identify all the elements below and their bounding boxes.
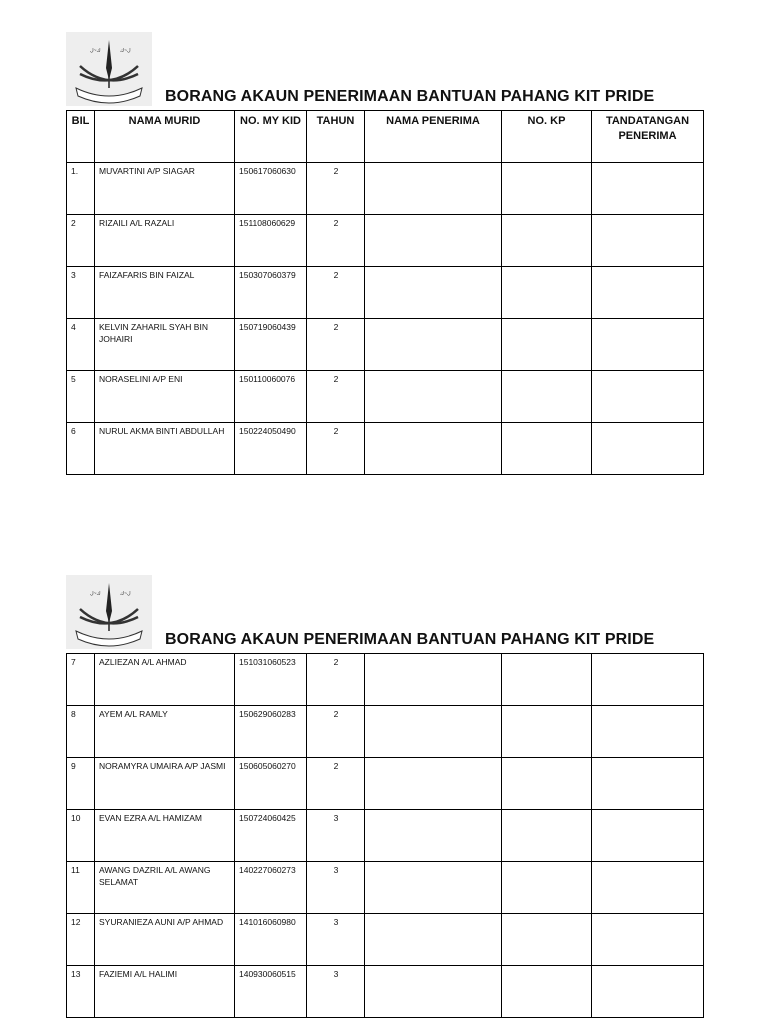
form-title: BORANG AKAUN PENERIMAAN BANTUAN PAHANG KIT PRIDE: [165, 631, 655, 648]
table-row: [67, 654, 704, 706]
cell-no-kp[interactable]: [502, 267, 592, 319]
cell-tandatangan[interactable]: [592, 810, 704, 862]
cell-nama-murid: KELVIN ZAHARIL SYAH BIN JOHAIRI: [95, 319, 235, 371]
cell-nama-penerima[interactable]: [365, 371, 502, 423]
cell-tandatangan[interactable]: [592, 862, 704, 914]
cell-no-mykid: 150605060270: [235, 758, 307, 810]
table-row: [67, 371, 704, 423]
cell-bil: 3: [67, 267, 95, 319]
cell-no-mykid: 150307060379: [235, 267, 307, 319]
cell-nama-penerima[interactable]: [365, 423, 502, 475]
table-header-row: [67, 111, 704, 163]
cell-nama-murid: AWANG DAZRIL A/L AWANG SELAMAT: [95, 862, 235, 914]
cell-tandatangan[interactable]: [592, 371, 704, 423]
cell-bil: 9: [67, 758, 95, 810]
cell-nama-penerima[interactable]: [365, 810, 502, 862]
recipients-table: [66, 110, 704, 475]
cell-tahun: 3: [307, 914, 365, 966]
recipients-table: [66, 653, 704, 1018]
table-row: [67, 862, 704, 914]
table-row: [67, 810, 704, 862]
cell-tandatangan[interactable]: [592, 758, 704, 810]
cell-tahun: 3: [307, 810, 365, 862]
cell-tandatangan[interactable]: [592, 319, 704, 371]
cell-nama-murid: FAZIEMI A/L HALIMI: [95, 966, 235, 1018]
cell-no-kp[interactable]: [502, 810, 592, 862]
cell-bil: 1.: [67, 163, 95, 215]
form-title: BORANG AKAUN PENERIMAAN BANTUAN PAHANG KIT PRIDE: [165, 88, 655, 105]
cell-bil: 6: [67, 423, 95, 475]
cell-tahun: 2: [307, 267, 365, 319]
cell-nama-penerima[interactable]: [365, 163, 502, 215]
cell-nama-murid: NORAMYRA UMAIRA A/P JASMI: [95, 758, 235, 810]
cell-nama-murid: NORASELINI A/P ENI: [95, 371, 235, 423]
cell-no-kp[interactable]: [502, 423, 592, 475]
cell-no-mykid: 140930060515: [235, 966, 307, 1018]
cell-tahun: 2: [307, 654, 365, 706]
cell-nama-penerima[interactable]: [365, 215, 502, 267]
svg-text:ل~ك: ل~ك: [120, 48, 131, 54]
cell-no-kp[interactable]: [502, 966, 592, 1018]
header-nama-penerima: NAMA PENERIMA: [365, 111, 502, 163]
cell-no-mykid: 150724060425: [235, 810, 307, 862]
table-row: [67, 267, 704, 319]
cell-nama-murid: RIZAILI A/L RAZALI: [95, 215, 235, 267]
cell-tandatangan[interactable]: [592, 215, 704, 267]
cell-no-mykid: 140227060273: [235, 862, 307, 914]
cell-no-mykid: 151031060523: [235, 654, 307, 706]
cell-tahun: 2: [307, 163, 365, 215]
cell-nama-murid: EVAN EZRA A/L HAMIZAM: [95, 810, 235, 862]
table-row: [67, 163, 704, 215]
cell-nama-murid: MUVARTINI A/P SIAGAR: [95, 163, 235, 215]
cell-tandatangan[interactable]: [592, 706, 704, 758]
emblem-logo-icon: [66, 32, 152, 106]
cell-nama-penerima[interactable]: [365, 914, 502, 966]
table-row: [67, 215, 704, 267]
cell-tandatangan[interactable]: [592, 966, 704, 1018]
cell-nama-penerima[interactable]: [365, 267, 502, 319]
cell-no-kp[interactable]: [502, 163, 592, 215]
cell-tandatangan[interactable]: [592, 423, 704, 475]
cell-no-kp[interactable]: [502, 914, 592, 966]
cell-nama-penerima[interactable]: [365, 654, 502, 706]
table-row: [67, 319, 704, 371]
header-tandatangan: TANDATANGAN PENERIMA: [592, 111, 704, 163]
cell-no-mykid: 141016060980: [235, 914, 307, 966]
cell-tandatangan[interactable]: [592, 267, 704, 319]
cell-bil: 10: [67, 810, 95, 862]
table-row: [67, 914, 704, 966]
cell-tahun: 2: [307, 423, 365, 475]
table-row: [67, 966, 704, 1018]
cell-nama-penerima[interactable]: [365, 319, 502, 371]
table-row: [67, 423, 704, 475]
svg-text:ك~ل: ك~ل: [90, 48, 101, 54]
cell-nama-penerima[interactable]: [365, 706, 502, 758]
cell-no-kp[interactable]: [502, 654, 592, 706]
cell-no-kp[interactable]: [502, 215, 592, 267]
cell-no-mykid: 150224050490: [235, 423, 307, 475]
cell-bil: 8: [67, 706, 95, 758]
cell-nama-murid: NURUL AKMA BINTI ABDULLAH: [95, 423, 235, 475]
cell-tahun: 2: [307, 215, 365, 267]
cell-tahun: 3: [307, 862, 365, 914]
cell-no-kp[interactable]: [502, 862, 592, 914]
cell-tahun: 2: [307, 319, 365, 371]
cell-no-kp[interactable]: [502, 371, 592, 423]
cell-no-mykid: 150110060076: [235, 371, 307, 423]
cell-tandatangan[interactable]: [592, 163, 704, 215]
cell-nama-penerima[interactable]: [365, 758, 502, 810]
cell-bil: 11: [67, 862, 95, 914]
cell-tandatangan[interactable]: [592, 914, 704, 966]
cell-tahun: 2: [307, 706, 365, 758]
header-no-mykid: NO. MY KID: [235, 111, 307, 163]
cell-nama-murid: FAIZAFARIS BIN FAIZAL: [95, 267, 235, 319]
cell-no-kp[interactable]: [502, 319, 592, 371]
header-bil: BIL: [67, 111, 95, 163]
cell-nama-murid: SYURANIEZA AUNI A/P AHMAD: [95, 914, 235, 966]
table-row: [67, 758, 704, 810]
cell-bil: 5: [67, 371, 95, 423]
cell-tahun: 3: [307, 966, 365, 1018]
cell-no-kp[interactable]: [502, 706, 592, 758]
header-nama-murid: NAMA MURID: [95, 111, 235, 163]
cell-tahun: 2: [307, 758, 365, 810]
cell-no-mykid: 150617060630: [235, 163, 307, 215]
cell-no-mykid: 150719060439: [235, 319, 307, 371]
cell-nama-penerima[interactable]: [365, 966, 502, 1018]
cell-bil: 12: [67, 914, 95, 966]
table-row: [67, 706, 704, 758]
cell-bil: 4: [67, 319, 95, 371]
cell-no-kp[interactable]: [502, 758, 592, 810]
cell-bil: 7: [67, 654, 95, 706]
cell-nama-murid: AZLIEZAN A/L AHMAD: [95, 654, 235, 706]
svg-text:ل~ك: ل~ك: [120, 591, 131, 597]
cell-tandatangan[interactable]: [592, 654, 704, 706]
cell-bil: 2: [67, 215, 95, 267]
header-no-kp: NO. KP: [502, 111, 592, 163]
svg-text:ك~ل: ك~ل: [90, 591, 101, 597]
cell-tahun: 2: [307, 371, 365, 423]
cell-nama-murid: AYEM A/L RAMLY: [95, 706, 235, 758]
cell-no-mykid: 151108060629: [235, 215, 307, 267]
cell-bil: 13: [67, 966, 95, 1018]
emblem-logo-icon: [66, 575, 152, 649]
cell-no-mykid: 150629060283: [235, 706, 307, 758]
cell-nama-penerima[interactable]: [365, 862, 502, 914]
header-tahun: TAHUN: [307, 111, 365, 163]
